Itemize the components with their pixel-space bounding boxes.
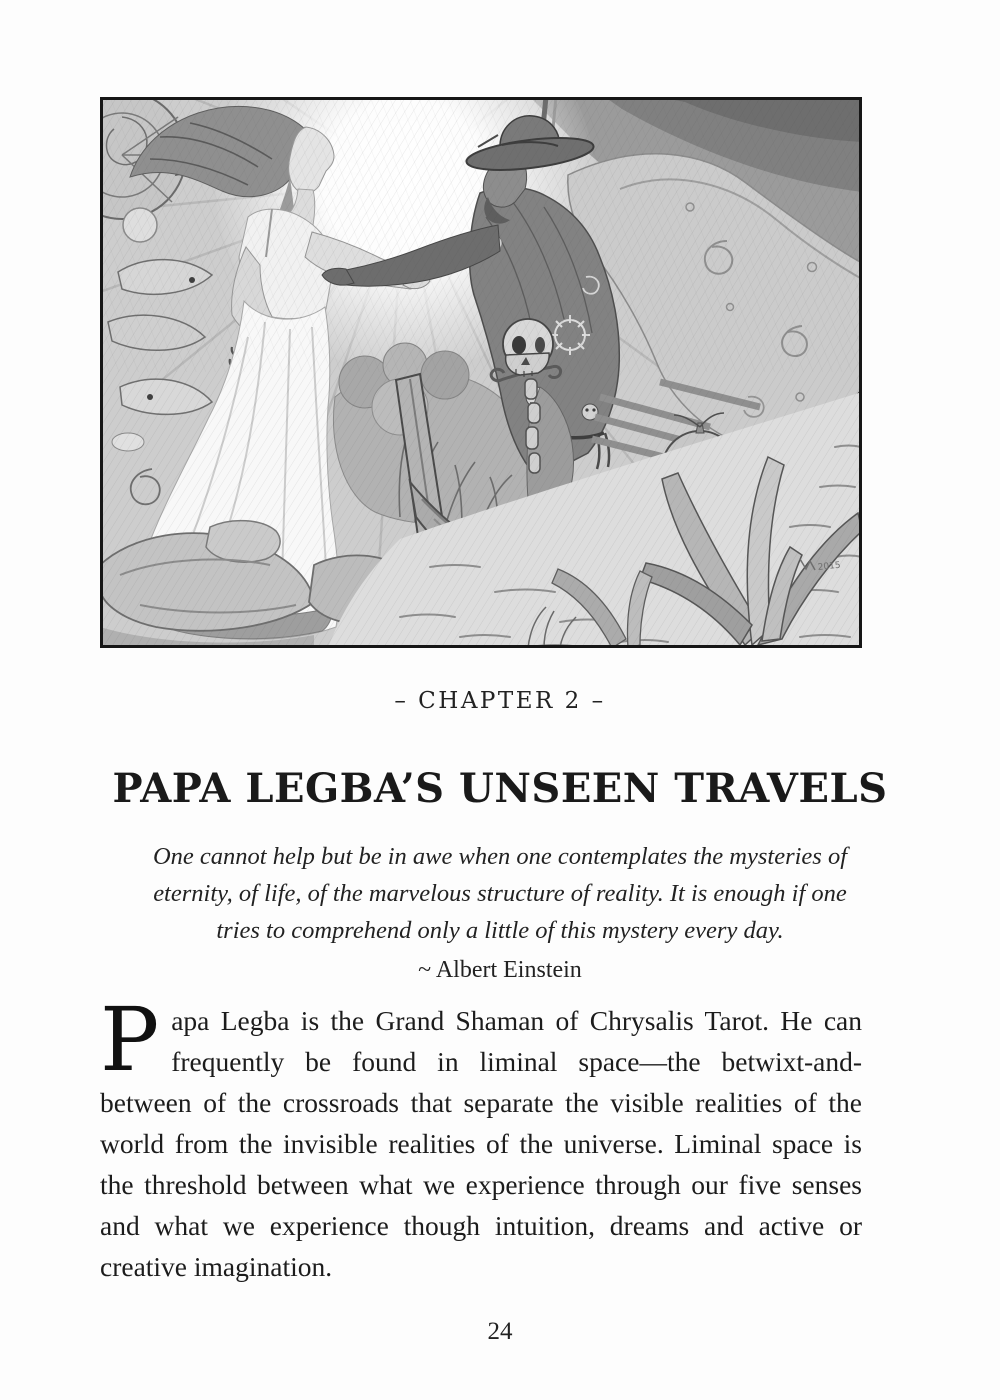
body-paragraph [100, 988, 862, 1287]
chapter-kicker: – CHAPTER 2 – [394, 688, 606, 714]
epigraph-line-2: eternity, of life, of the marvelous structure of reality. It is enough if one [153, 880, 847, 907]
illustration-svg [100, 97, 862, 648]
pencil-texture-upper [100, 97, 862, 372]
page-number: 24 [487, 1318, 513, 1345]
epigraph [60, 838, 940, 989]
epigraph-attribution: ~ Albert Einstein [418, 957, 582, 983]
chapter-illustration [100, 97, 862, 648]
drop-cap: P [100, 988, 160, 1091]
epigraph-line-3: tries to comprehend only a little of this mystery every day. [216, 917, 784, 944]
chapter-title: PAPA LEGBA’S UNSEEN TRAVELS [112, 764, 888, 812]
body-paragraph-text: apa Legba is the Grand Shaman of Chrysalis Tarot. He can frequently be found in liminal space—the betwixt-and-between of the crossroads that separate the visible realities of the world from the invisible realities of the universe. Liminal space is the threshold between what we experience through our five senses and what we experience though intuition, dreams and active or creative imagination. [100, 1005, 862, 1282]
epigraph-line-1: One cannot help but be in awe when one contemplates the mysteries of [152, 843, 847, 870]
